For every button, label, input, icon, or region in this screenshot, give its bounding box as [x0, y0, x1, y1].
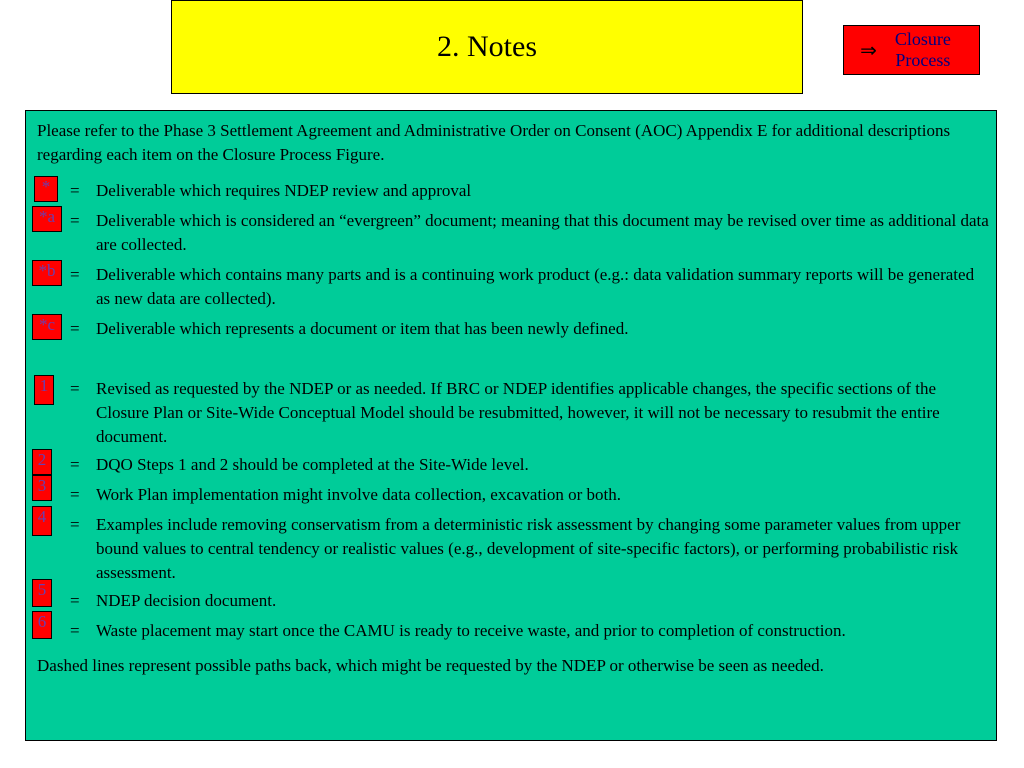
note-text: Waste placement may start once the CAMU is ready to receive waste, and prior to completion of construction.	[96, 621, 846, 640]
notes-panel	[25, 110, 997, 741]
note-equals: =	[70, 211, 80, 230]
note-equals: =	[70, 455, 80, 474]
note-marker[interactable]: 5	[32, 579, 52, 607]
footer-note: Dashed lines represent possible paths back, which might be requested by the NDEP or otherwise be seen as needed.	[37, 656, 824, 675]
note-marker[interactable]: 4	[32, 506, 52, 536]
note-equals: =	[70, 181, 80, 200]
note-marker[interactable]: *b	[32, 260, 62, 286]
closure-process-button[interactable]	[843, 25, 980, 75]
page-title-text: 2. Notes	[437, 30, 537, 63]
note-equals: =	[70, 485, 80, 504]
note-text: Deliverable which requires NDEP review and approval	[96, 181, 472, 200]
note-text: Deliverable which contains many parts and is a continuing work product (e.g.: data validation summary reports will be generated as new data are collected).	[96, 265, 975, 308]
note-marker[interactable]: *c	[32, 314, 62, 340]
note-text: Revised as requested by the NDEP or as needed. If BRC or NDEP identifies applicable changes, the specific sections of the Closure Plan or Site-Wide Conceptual Model should be resubmitted, however, it will not be necessary to resubmit the entire document.	[96, 379, 940, 446]
note-text: Work Plan implementation might involve data collection, excavation or both.	[96, 485, 622, 504]
note-equals: =	[70, 319, 80, 338]
note-equals: =	[70, 265, 80, 284]
note-equals: =	[70, 591, 80, 610]
right-double-arrow-icon: ⇒	[860, 38, 877, 62]
note-marker[interactable]: *	[34, 176, 58, 202]
note-equals: =	[70, 621, 80, 640]
note-equals: =	[70, 515, 80, 534]
note-equals: =	[70, 379, 80, 398]
note-marker[interactable]: 1	[34, 375, 54, 405]
intro-text: Please refer to the Phase 3 Settlement Agreement and Administrative Order on Consent (AOC) Appendix E for additional descriptions regarding each item on the Closure Process Figure.	[37, 121, 951, 164]
page-title	[171, 0, 803, 94]
note-marker[interactable]: 2	[32, 449, 52, 475]
note-marker[interactable]: 3	[32, 475, 52, 501]
note-text: Deliverable which is considered an “evergreen” document; meaning that this document may be revised over time as additional data are collected.	[96, 211, 989, 254]
note-marker[interactable]: 6	[32, 611, 52, 639]
note-text: Deliverable which represents a document or item that has been newly defined.	[96, 319, 629, 338]
note-text: NDEP decision document.	[96, 591, 277, 610]
note-text: DQO Steps 1 and 2 should be completed at the Site-Wide level.	[96, 455, 529, 474]
closure-process-label: Closure Process	[894, 29, 951, 70]
note-text: Examples include removing conservatism from a deterministic risk assessment by changing some parameter values from upper bound values to central tendency or realistic values (e.g., development of site-specific factors), or performing probabilistic risk assessment.	[96, 515, 961, 582]
note-marker[interactable]: *a	[32, 206, 62, 232]
